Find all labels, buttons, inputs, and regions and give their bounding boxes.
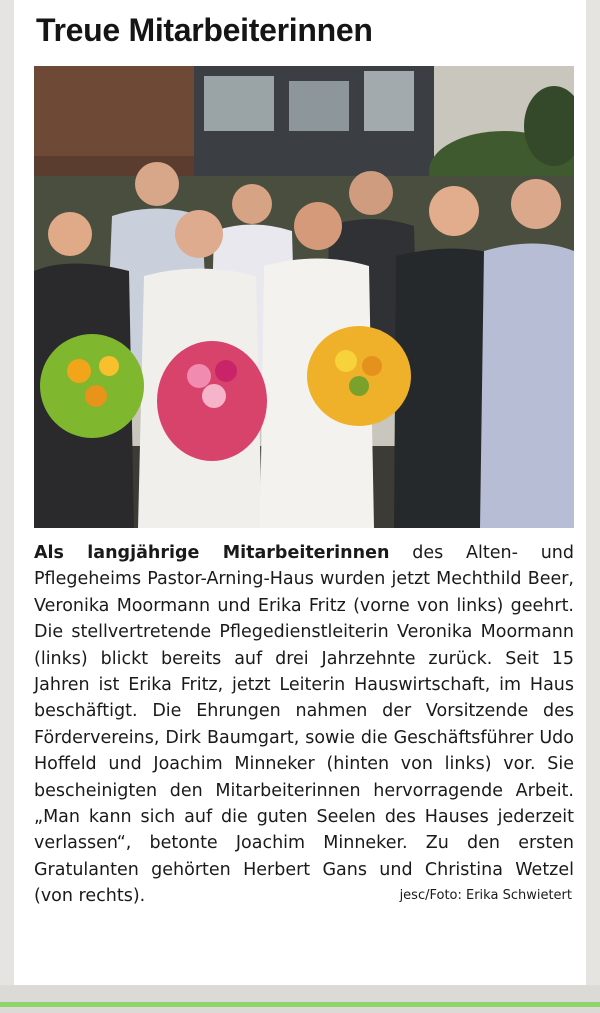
- article-lead: Als langjährige Mitarbeiterinnen: [34, 543, 390, 563]
- headline: Treue Mitarbeiterinnen: [36, 12, 373, 48]
- scan-margin: [0, 985, 600, 1013]
- accent-line: [0, 1002, 600, 1007]
- newspaper-clipping: [14, 0, 586, 985]
- photo-credit: jesc/Foto: Erika Schwietert: [399, 888, 572, 904]
- group-photo-illustration: [34, 66, 574, 528]
- group-photo: [34, 66, 574, 528]
- article-body: des Alten- und Pflegeheims Pastor-Arning-Haus wurden jetzt Mechthild Beer, Veronika Moormann und Erika Fritz (vorne von links) geehrt. Die stellvertretende Pflegedienstleiterin Veronika Moormann (links) blickt bereits auf drei Jahrzehnte zurück. Seit 15 Jahren ist Erika Fritz, jetzt Leiterin Hauswirtschaft, im Haus beschäftigt. Die Ehrungen nahmen der Vorsitzende des Fördervereins, Dirk Baumgart, sowie die Geschäftsführer Udo Hoffeld und Joachim Minneker (hinten von links) vor. Sie bescheinigten den Mitarbeiterinnen hervorragende Arbeit. „Man kann sich auf die guten Seelen des Hauses jederzeit verlassen“, betonte Joachim Minneker. Zu den ersten Gratulanten gehörten Herbert Gans und Christina Wetzel (von rechts).: [34, 543, 574, 907]
- article-text: [34, 540, 574, 910]
